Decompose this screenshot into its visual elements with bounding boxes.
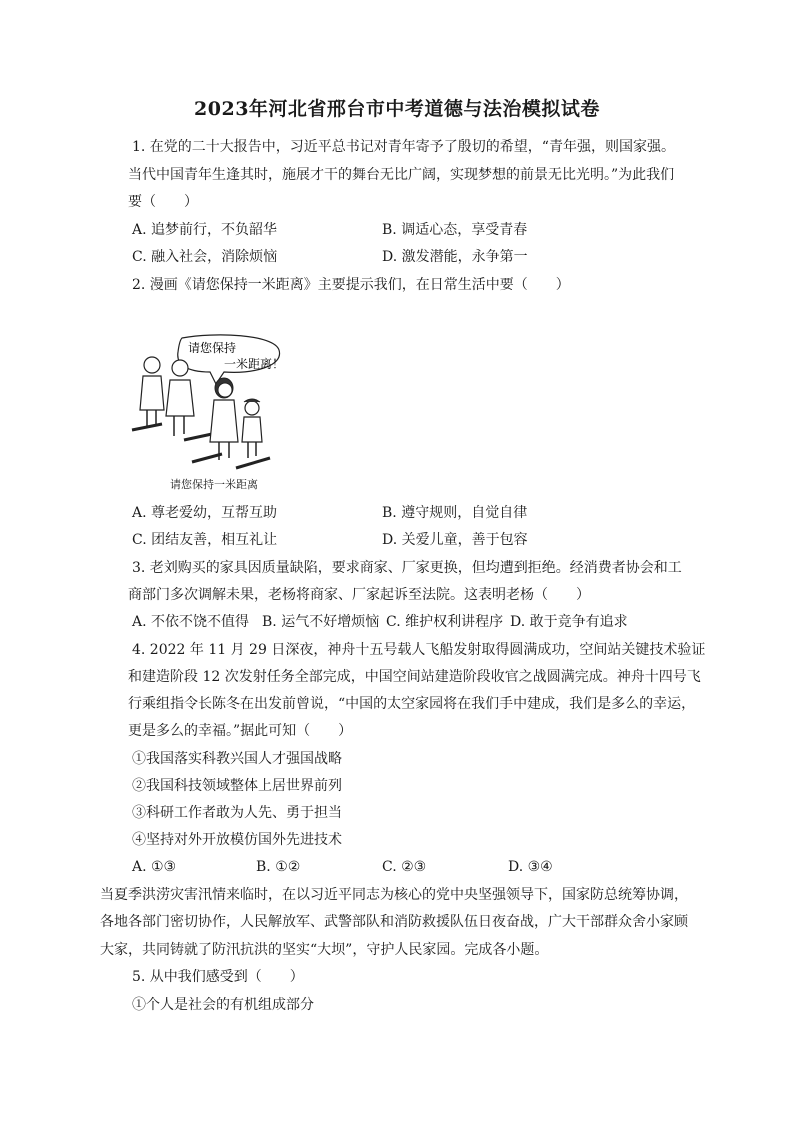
q1-option-d: D. 激发潜能，永争第一	[382, 249, 528, 265]
q4-line4: 更是多么的幸福。”据此可知（ ）	[128, 723, 353, 739]
q1-line1: 1. 在党的二十大报告中，习近平总书记对青年寄予了殷切的希望，“青年强，则国家强。	[132, 139, 675, 155]
q4-option-d: D. ③④	[508, 859, 553, 875]
q2-option-b: B. 遵守规则，自觉自律	[382, 505, 528, 521]
q4-line2: 和建造阶段 12 次发射任务全部完成，中国空间站建造阶段收官之战圆满完成。神舟十四号飞	[128, 669, 701, 685]
exam-title: 2023年河北省邢台市中考道德与法治模拟试卷	[194, 98, 600, 120]
q3-line1: 3. 老刘购买的家具因质量缺陷，要求商家、厂家更换，但均遭到拒绝。经消费者协会和工	[132, 560, 682, 576]
q4-item-3: ③科研工作者敢为人先、勇于担当	[132, 805, 342, 821]
cartoon-keep-distance-illustration	[124, 330, 284, 500]
q1-line3: 要（ ）	[128, 194, 198, 210]
q5-item-1: ①个人是社会的有机组成部分	[132, 997, 314, 1013]
q4-item-1: ①我国落实科教兴国人才强国战略	[132, 751, 342, 767]
q4-line1: 4. 2022 年 11 月 29 日深夜，神舟十五号载人飞船发射取得圆满成功，空间站关键技术验证	[132, 642, 706, 658]
bubble-text-line2: 一米距离！	[224, 357, 284, 371]
q3-option-b: B. 运气不好增烦恼	[262, 614, 380, 630]
q4-option-c: C. ②③	[382, 859, 427, 875]
q3-line2: 商部门多次调解未果，老杨将商家、厂家起诉至法院。这表明老杨（ ）	[128, 587, 590, 603]
q3-option-a: A. 不依不饶不值得	[132, 614, 250, 630]
q1-option-c: C. 融入社会，消除烦恼	[132, 249, 278, 265]
passage-line1: 当夏季洪涝灾害汛情来临时，在以习近平同志为核心的党中央坚强领导下，国家防总统筹协调，	[100, 887, 688, 903]
bubble-text-line1: 请您保持	[188, 341, 237, 355]
passage-line2: 各地各部门密切协作，人民解放军、武警部队和消防救援队伍日夜奋战，广大干部群众舍小家顾	[100, 914, 688, 930]
q4-option-a: A. ①③	[132, 859, 177, 875]
q5-line1: 5. 从中我们感受到（ ）	[132, 969, 304, 985]
q3-option-d: D. 敢于竞争有追求	[510, 614, 628, 630]
q3-option-c: C. 维护权利讲程序	[386, 614, 504, 630]
q2-option-c: C. 团结友善，相互礼让	[132, 532, 278, 548]
q2-option-d: D. 关爱儿童，善于包容	[382, 532, 528, 548]
cartoon-caption: 请您保持一米距离	[170, 478, 258, 491]
q4-option-b: B. ①②	[256, 859, 301, 875]
q4-item-4: ④坚持对外开放模仿国外先进技术	[132, 832, 342, 848]
passage-line3: 大家，共同铸就了防汛抗洪的坚实“大坝”，守护人民家园。完成各小题。	[100, 942, 549, 958]
q2-line1: 2. 漫画《请您保持一米距离》主要提示我们，在日常生活中要（ ）	[132, 277, 570, 293]
q4-item-2: ②我国科技领域整体上居世界前列	[132, 778, 342, 794]
q4-line3: 行乘组指令长陈冬在出发前曾说，“中国的太空家园将在我们手中建成，我们是多么的幸运，	[128, 696, 696, 712]
q1-line2: 当代中国青年生逢其时，施展才干的舞台无比广阔，实现梦想的前景无比光明。”为此我们	[128, 167, 675, 183]
q2-option-a: A. 尊老爱幼，互帮互助	[132, 505, 278, 521]
q1-option-b: B. 调适心态，享受青春	[382, 222, 528, 238]
q1-option-a: A. 追梦前行，不负韶华	[132, 222, 278, 238]
